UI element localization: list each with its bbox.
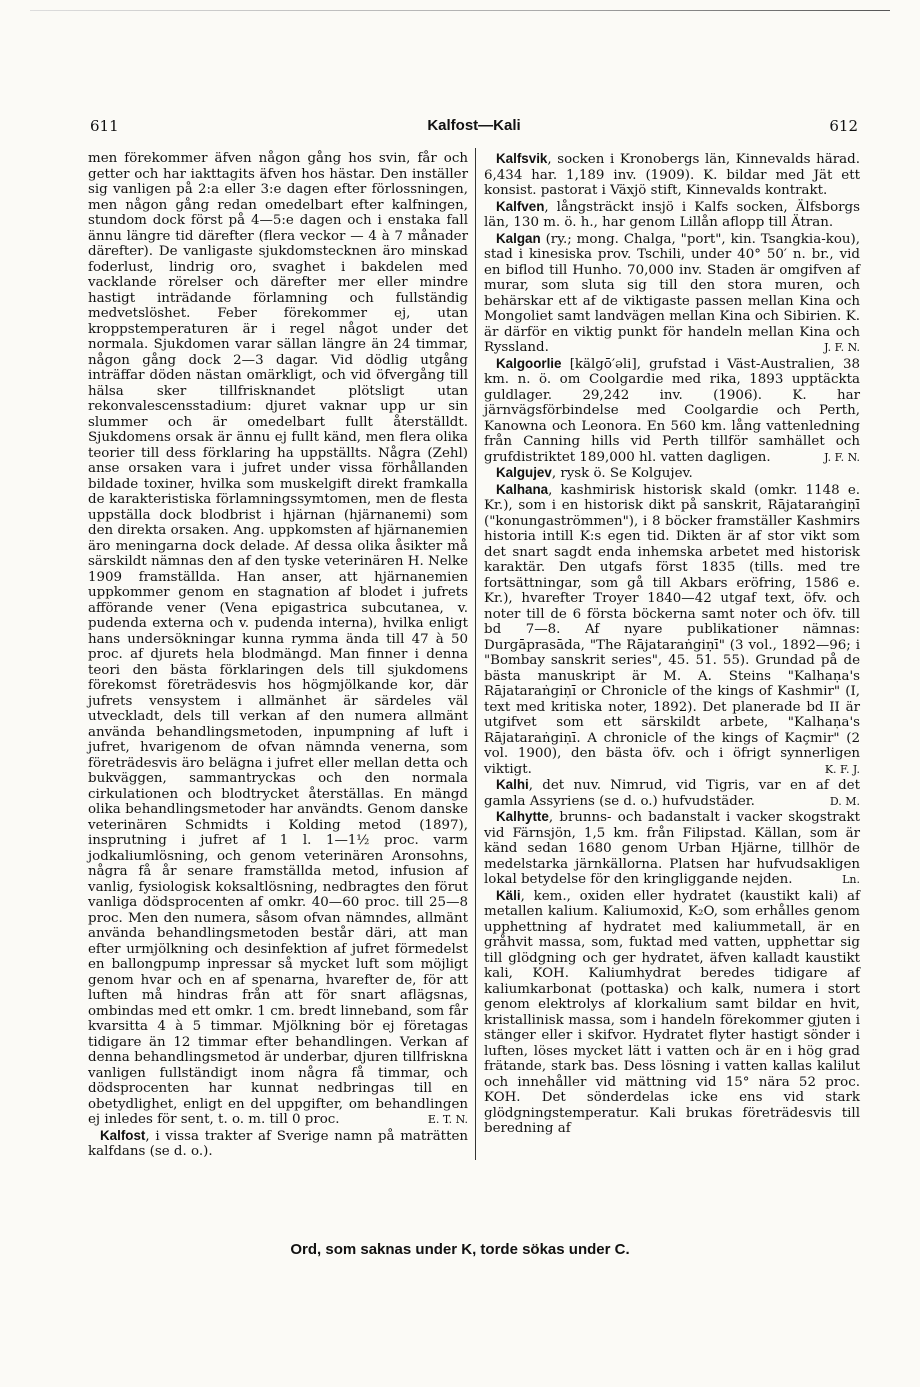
entry-text: , rysk ö. Se Kolgujev. (551, 466, 693, 481)
dictionary-entry (484, 809, 860, 888)
entry-headword: Kalfsvik (496, 151, 548, 166)
entry-headword: Kalhana (496, 481, 549, 497)
entry-headword: Kalhytte (496, 809, 549, 824)
author-signature: J. F. N. (824, 341, 860, 354)
dictionary-entry (484, 356, 860, 466)
entry-text: , kashmirisk historisk skald (omkr. 1148 e. Kr.), som i en historisk dikt på sanskrit, Rājataraṅgiṇī ("konungaströmmen"), i 8 böcker framställer Kashmirs historia intill K:s egen tid. Dikten är af stor vikt som det snart sagdt enda inhemska arbetet med historisk karaktär. Den utgafs först 1835 (tills. med tre fortsättningar, som gå till Akbars eröfring, 1586 e. Kr.), hvarefter Troyer 1840—42 utgaf text, öfv. och noter till de 6 första böckerna samt noter och öfv. till bd 7—8. Af nyare publikationer nämnas: Durgāprasāda, "The Rājataraṅgiṇī" (3 vol., 1892—96; i "Bombay sanskrit series", 45. 51. 55). Grundad på de bästa manuskript är M. A. Steins "Kalhaṇa's Rājataraṅgiṇī or Chronicle of the kings of Kashmir" (I, text med kritiska noter, 1892). Det planerade bd II är utgifvet som ett särskildt arbete, "Kalhaṇa's Rājataraṅgiṇī. A chronicle of the kings of Kaçmir" (2 vol. 1900), den bästa öfv. och i öfrigt synnerligen viktigt. (484, 482, 860, 777)
dictionary-entry (484, 231, 860, 356)
running-title: Kalfost—Kali (427, 117, 521, 134)
entry-headword: Kalhi (496, 777, 529, 792)
author-signature: D. M. (829, 794, 860, 808)
author-signature: K. F. J. (824, 762, 860, 776)
entry-headword: Kalgoorlie (496, 355, 562, 371)
author-signature: E. T. N. (427, 1113, 468, 1126)
article-text: men förekommer äfven någon gång hos svin, får och getter och har iakttagits äfven hos hästar. Den inställer sig vanligen på 2:a eller 3:e dagen efter förlossningen, men någon gång redan omedelbart efter kalfningen, stundom dock först på 4—5:e dagen och i enstaka fall ännu längre tid därefter (flera veckor — 4 à 7 månader därefter). De vanligaste sjukdomstecknen äro minskad foderlust, lindrig oro, svaghet i bakdelen med vacklande rörelser och därefter mer eller mindre hastigt inträdande förlamning och fullständig medvetslöshet. Feber förekommer ej, utan kroppstemperaturen är i regel något under det normala. Sjukdomen varar sällan längre än 24 timmar, någon gång dock 2—3 dagar. Vid dödlig utgång inträffar döden nästan omärkligt, och vid öfvergång till hälsa sker tillfrisknandet plötsligt utan rekonvalescensstadium: djuret vaknar upp ur sin slummer och är omedelbart fullt återställdt. Sjukdomens orsak är ännu ej fullt känd, men flera olika teorier till dess förklaring ha uppställts. Några (Zehl) anse orsaken vara i jufret under vissa förhållanden bildade toxiner, hvilka som muskelgift direkt framkalla de karakteristiska förlamningssymtomen, men de flesta uppställa dock blodbrist i hjärnan (hjärnanemi) som den direkta orsaken. Ang. uppkomsten af hjärnanemien äro meningarna dock delade. Af dessa olika åsikter må särskildt nämnas den af den tyske veterinären H. Nelke 1909 framställda. Han anser, att hjärnanemien uppkommer genom en stagnation af blodet i jufrets afförande vener (Vena epigastrica subcutanea, v. pudenda externa och v. pudenda interna), hvilka enligt hans undersökningar kunna rymma ända till 47 à 50 proc. af djurets hela blodmängd. Man finner i denna teori den bästa förklaringen dels till sjukdomens förekomst företrädesvis hos högmjölkande kor, där jufrets vensystem i allmänhet är särdeles väl utveckladt, dels till verkan af den numera allmänt använda behandlingsmetoden, inpumpning af luft i jufret, hvarigenom de ofvan nämnda venerna, som företrädesvis äro belägna i jufret eller mellan detta och bukväggen, sammantryckas och den normala cirkulationen och blodtrycket återställas. En mängd olika behandlingsmetoder har användts. Genom danske veterinären Schmidts i Kolding metod (1897), insprutning i jufret af 1 l. 1—1½ proc. varm jodkaliumlösning, och genom veterinären Aronsohns, några få år senare framställda metod, infusion af vanlig, fysiologisk koksaltlösning, nedbragtes den förut vanliga dödsprocenten af omkr. 40—60 proc. till 25—8 proc. Men den numera, såsom ofvan nämndes, allmänt använda behandlingsmetoden består däri, att man efter urmjölkning och desinfektion af jufret förmedelst en ballongpump inpressar så mycket luft som möjligt genom hvar och en af spenarna, hvarefter de, för att luften må hindras från att för snart aflägsnas, ombindas med ett omkr. 1 cm. bredt linneband, som får kvarsitta 4 à 5 timmar. Mjölkning bör ej företagas tidigare än 12 timmar efter behandlingen. Verkan af denna behandlingsmetod är underbar, djuren tillfriskna vanligen fullständigt inom några få timmar, och dödsprocenten har kunnat nedbringas till en obetydlighet, enligt en del uppgifter, om behandlingen ej inledes för sent, t. o. m. till 0 proc. (88, 151, 468, 1127)
entry-text: , kem., oxiden eller hydratet (kaustikt kali) af metallen kalium. Kaliumoxid, K₂O, som erhålles genom upphettning af hydratet med kaliummetall, är en gråhvit massa, som, fuktad med vatten, upphettar sig till glödgning och ger hydratet, äfven kalladt kaustikt kali, KOH. Kaliumhydrat beredes tidigare af kaliumkarbonat (pottaska) och kalk, numera i stort genom elektrolys af klorkalium samt bildar en hvit, kristallinisk massa, som i handeln förekommer gjuten i stänger eller i skifvor. Hydratet flyter hastigt sönder i luften, löses mycket lätt i vatten och är en i hög grad frätande, stark bas. Dess lösning i vatten kallas kalilut och innehåller vid mättning vid 15° nära 52 proc. KOH. Det sönderdelas icke ens vid stark glödgningstemperatur. Kali brukas företrädesvis till beredning af (484, 888, 860, 1136)
entry-text: , brunns- och badanstalt i vacker skogstrakt vid Färnsjön, 1,5 km. från Filipstad. Källan, som är känd sedan 1680 genom Urban Hjärne, tillhör de medelstarka järnkällorna. Platsen har hufvudsakligen lokal betydelse för den kringliggande nejden. (484, 810, 860, 887)
author-signature: Ln. (842, 873, 860, 886)
footer-note: Ord, som saknas under K, torde sökas under C. (290, 1241, 630, 1258)
author-signature: J. F. N. (824, 450, 860, 464)
dictionary-entry (88, 1128, 468, 1160)
dictionary-entry (484, 465, 860, 482)
right-column (484, 151, 860, 1137)
entry-text: [kälgō′əli], grufstad i Väst-Australien, 38 km. n. ö. om Coolgardie med rika, 1893 upptäckta guldlager. 29,242 inv. (1906). K. har järnvägsförbindelse med Coolgardie och Perth, Kanowna och Leonora. En 560 km. lång vattenledning från Canning hills vid Perth tillför samhället och grufdistriktet 189,000 hl. vatten dagligen. (484, 356, 860, 465)
entry-text: , det nuv. Nimrud, vid Tigris, var en af det gamla Assyriens (se d. o.) hufvudstäder. (484, 778, 860, 809)
entry-text: , långsträckt insjö i Kalfs socken, Älfsborgs län, 130 m. ö. h., har genom Lillån aflopp till Ätran. (484, 199, 860, 230)
entry-headword: Kalfven (496, 198, 545, 214)
entry-text: , i vissa trakter af Sverige namn på maträtten kalfdans (se d. o.). (88, 1128, 468, 1159)
top-scan-rule (30, 10, 890, 11)
column-divider (475, 148, 476, 1160)
entry-headword: Kalfost (100, 1127, 146, 1143)
dictionary-entry (484, 482, 860, 778)
entry-headword: Kalgan (496, 230, 541, 246)
entry-text: , socken i Kronobergs län, Kinnevalds härad. 6,434 har. 1,189 inv. (1909). K. bildar med Jät ett konsist. pastorat i Växjö stift, Kinnevalds kontrakt. (484, 152, 860, 198)
dictionary-entry (484, 777, 860, 809)
entry-headword: Käli (496, 887, 521, 903)
dictionary-entry (484, 151, 860, 199)
entry-text: (ry.; mong. Chalga, "port", kin. Tsangkia-kou), stad i kinesiska prov. Tschili, under 40° 50′ n. br., vid en biflod till Hunho. 70,000 inv. Staden är omgifven af murar, som sluta sig till den stora muren, och behärskar ett af de viktigaste passen mellan Kina och Mongoliet samt landvägen mellan Kina och Sibirien. K. är därför en viktig punkt för handeln mellan Kina och Ryssland. (484, 231, 860, 355)
continued-article (88, 151, 468, 1128)
page-number-left: 611 (90, 117, 119, 135)
entry-headword: Kalgujev (496, 465, 552, 480)
left-column (88, 151, 468, 1160)
dictionary-entry (484, 199, 860, 231)
page-number-right: 612 (829, 117, 858, 135)
page-header (90, 117, 858, 137)
dictionary-entry (484, 888, 860, 1137)
